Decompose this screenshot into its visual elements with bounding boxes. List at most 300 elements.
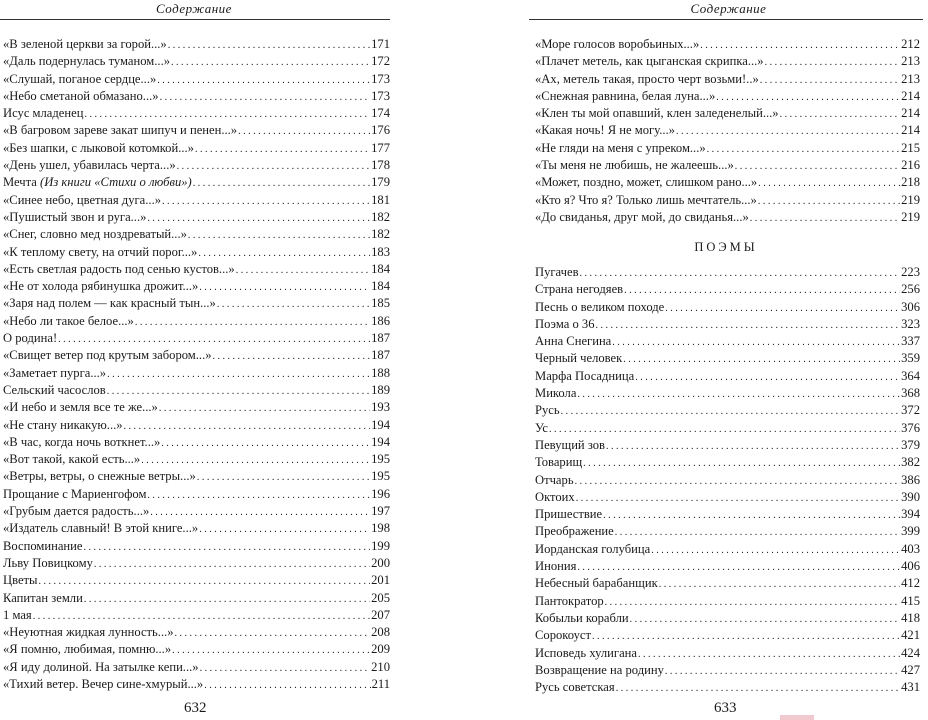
toc-entry-page: 399 — [901, 524, 920, 539]
toc-entry-title — [535, 368, 634, 385]
toc-entry-title — [535, 593, 604, 610]
toc-entry — [3, 36, 390, 53]
toc-entry-title-text: Пугачев — [535, 265, 579, 279]
toc-entry — [535, 281, 920, 298]
dot-leader — [160, 88, 371, 106]
toc-entry — [535, 472, 920, 489]
toc-entry-title — [3, 641, 171, 658]
toc-entry-title-text: Кобыльи корабли — [535, 610, 629, 625]
toc-entry-title — [535, 662, 664, 679]
toc-entry-title-text: «Есть светлая радость под сенью кустов...» — [3, 261, 235, 276]
toc-entry — [535, 192, 920, 209]
dot-leader — [188, 226, 370, 244]
toc-entry — [3, 676, 390, 693]
toc-entry-title-text: «Море голосов воробьиных...» — [535, 37, 700, 51]
toc-entry — [3, 192, 390, 209]
toc-entry-page: 215 — [901, 140, 920, 155]
toc-entry — [3, 641, 390, 658]
dot-leader — [157, 71, 370, 89]
dot-leader — [84, 105, 370, 123]
toc-entry-title-text: «В зеленой церкви за горой...» — [3, 37, 167, 51]
toc-entry-title — [535, 316, 595, 333]
toc-entry-title — [535, 299, 664, 316]
toc-entry-page: 359 — [901, 351, 920, 366]
toc-entry-title-text: Цветы — [3, 573, 38, 588]
toc-entry-page: 177 — [371, 140, 390, 155]
section-heading-poems: ПОЭМЫ — [694, 240, 758, 254]
toc-entry — [3, 382, 390, 399]
toc-entry-subtitle: (Из книги «Стихи о любви») — [40, 175, 192, 190]
toc-entry-page: 181 — [371, 192, 390, 207]
dot-leader — [624, 281, 900, 299]
toc-entry — [535, 71, 920, 88]
toc-entry-title — [3, 503, 149, 520]
toc-entry-title-text: «День ушел, убавилась черта...» — [3, 158, 176, 173]
toc-entry-title — [3, 451, 140, 468]
toc-entry-title-text: Инония — [535, 559, 577, 574]
toc-entry-page: 185 — [371, 296, 390, 311]
toc-entry-page: 182 — [371, 209, 390, 224]
toc-entry — [3, 486, 390, 503]
toc-entry-title — [535, 679, 615, 696]
dot-leader — [750, 209, 900, 227]
toc-entry-page: 376 — [901, 420, 920, 435]
toc-entry — [3, 417, 390, 434]
dot-leader — [84, 590, 370, 608]
toc-entry-title — [535, 174, 757, 191]
toc-entry — [535, 122, 920, 139]
toc-entry-page: 406 — [901, 559, 920, 574]
toc-entry-page: 214 — [901, 106, 920, 121]
toc-entry-title — [3, 244, 197, 261]
dot-leader — [592, 627, 900, 645]
toc-entry-title — [3, 174, 192, 191]
toc-entry-page: 394 — [901, 507, 920, 522]
toc-entry-title-text: Сельский часослов — [3, 382, 106, 397]
toc-entry — [3, 572, 390, 589]
toc-entry-title-text: Исповедь хулигана — [535, 645, 637, 660]
dot-leader — [638, 645, 900, 663]
toc-entry-title — [535, 541, 650, 558]
toc-entry-page: 421 — [901, 628, 920, 643]
toc-entry — [3, 209, 390, 226]
dot-leader — [159, 399, 370, 417]
toc-entry-title — [535, 192, 757, 209]
dot-leader — [659, 575, 900, 593]
toc-entry-page: 211 — [371, 676, 390, 691]
toc-entry-page: 178 — [371, 158, 390, 173]
dot-leader — [665, 299, 900, 317]
toc-entry — [3, 313, 390, 330]
toc-entry — [535, 506, 920, 523]
toc-entry-page: 200 — [371, 555, 390, 570]
toc-entry — [535, 575, 920, 592]
toc-entry-title — [3, 365, 106, 382]
toc-entry-page: 368 — [901, 386, 920, 401]
dot-leader — [603, 506, 900, 524]
toc-entry-page: 195 — [371, 452, 390, 467]
toc-entry-title-text: Возвращение на родину — [535, 662, 664, 677]
toc-entry-title — [3, 347, 212, 364]
dot-leader — [700, 36, 900, 54]
toc-entry-title — [535, 350, 622, 367]
toc-entry — [3, 538, 390, 555]
page-number-right: 633 — [714, 700, 737, 716]
toc-entry-page: 194 — [371, 417, 390, 432]
toc-entry-title — [535, 105, 779, 122]
dot-leader — [716, 88, 900, 106]
toc-entry-title — [3, 659, 199, 676]
toc-entry-page: 403 — [901, 541, 920, 556]
toc-entry-title — [3, 486, 146, 503]
toc-entry-title-text: «И небо и земля все те же...» — [3, 400, 158, 415]
toc-entry-title — [535, 122, 675, 139]
toc-entry — [3, 261, 390, 278]
toc-entry — [535, 454, 920, 471]
toc-entry — [535, 174, 920, 191]
dot-leader — [204, 676, 370, 694]
toc-entry — [3, 244, 390, 261]
toc-entry-title — [3, 192, 161, 209]
toc-entry-page: 174 — [371, 106, 390, 121]
toc-entry-title-text: «Неуютная жидкая лунность...» — [3, 625, 174, 640]
toc-entry-title — [535, 71, 759, 88]
toc-entry-page: 197 — [371, 504, 390, 519]
toc-entry — [3, 468, 390, 485]
toc-list-poems — [535, 264, 920, 696]
toc-entry-title-text: «Небо ли такое белое...» — [3, 313, 134, 328]
toc-entry-title — [3, 261, 235, 278]
dot-leader — [583, 454, 900, 472]
toc-entry-title — [535, 506, 602, 523]
toc-entry — [535, 610, 920, 627]
toc-entry — [3, 278, 390, 295]
toc-entry-page: 306 — [901, 299, 920, 314]
toc-entry-title — [535, 420, 548, 437]
toc-entry-page: 193 — [371, 400, 390, 415]
toc-entry-page: 412 — [901, 576, 920, 591]
dot-leader — [217, 295, 370, 313]
toc-entry-title — [535, 489, 575, 506]
toc-entry-page: 189 — [371, 382, 390, 397]
toc-entry-title — [3, 105, 83, 122]
toc-entry-title-text: «Ты меня не любишь, не жалеешь...» — [535, 158, 734, 173]
toc-entry — [3, 590, 390, 607]
toc-entry-title-text: Анна Снегина — [535, 334, 612, 349]
toc-entry-title — [535, 157, 734, 174]
toc-entry-title-text: «Не от холода рябинушка дрожит...» — [3, 279, 199, 294]
toc-entry — [3, 226, 390, 243]
toc-entry — [535, 662, 920, 679]
toc-entry-page: 173 — [371, 71, 390, 86]
toc-entry-title-text: «Кто я? Что я? Только лишь мечтатель...» — [535, 192, 757, 207]
toc-entry — [535, 105, 920, 122]
toc-entry-page: 205 — [371, 590, 390, 605]
toc-entry-page: 386 — [901, 472, 920, 487]
toc-list-left — [3, 36, 390, 693]
toc-entry — [535, 36, 920, 53]
toc-entry-title-text: Мечта — [3, 175, 37, 190]
toc-entry — [3, 451, 390, 468]
toc-entry-page: 208 — [371, 625, 390, 640]
toc-entry-title — [3, 399, 158, 416]
toc-entry-title-text: «Снежная равнина, белая луна...» — [535, 88, 716, 103]
toc-entry-title-text: «Заметает пурга...» — [3, 365, 107, 380]
toc-entry-page: 195 — [371, 469, 390, 484]
dot-leader — [765, 53, 901, 71]
toc-entry — [3, 555, 390, 572]
dot-leader — [195, 140, 370, 158]
dot-leader — [605, 593, 900, 611]
header-rule-left — [0, 19, 390, 20]
toc-entry-title-text: «Синее небо, цветная дуга...» — [3, 192, 162, 207]
toc-entry-title — [535, 385, 576, 402]
toc-entry — [3, 624, 390, 641]
toc-entry-title-text: «Пушистый звон и руга...» — [3, 209, 147, 224]
toc-entry-page: 199 — [371, 538, 390, 553]
toc-entry — [3, 122, 390, 139]
toc-entry-title-text: «Без шапки, с лыковой котомкой...» — [3, 140, 194, 155]
pink-mark — [780, 715, 814, 720]
running-head-left: Содержание — [156, 1, 232, 16]
toc-entry-title — [535, 53, 764, 70]
toc-entry-title — [3, 590, 83, 607]
toc-entry-title — [3, 676, 203, 693]
toc-entry-page: 194 — [371, 434, 390, 449]
toc-entry-title — [3, 313, 134, 330]
toc-entry-title-text: «Заря над полем — как красный тын...» — [3, 296, 216, 311]
toc-entry-title-text: «Плачет метель, как цыганская скрипка...» — [535, 54, 764, 69]
toc-entry-title-text: Воспоминание — [3, 538, 83, 553]
toc-entry-title — [3, 417, 123, 434]
page-number-left: 632 — [184, 700, 207, 716]
dot-leader — [651, 541, 900, 559]
toc-entry-page: 223 — [901, 265, 920, 279]
toc-entry-title-text: Микола — [535, 386, 577, 401]
toc-entry — [535, 140, 920, 157]
toc-entry — [535, 558, 920, 575]
toc-entry-page: 424 — [901, 645, 920, 660]
toc-entry-page: 364 — [901, 368, 920, 383]
dot-leader — [577, 558, 900, 576]
toc-entry-title — [535, 575, 658, 592]
toc-entry-title-text: «Издатель славный! В этой книге...» — [3, 521, 199, 536]
toc-entry — [535, 157, 920, 174]
toc-entry-page: 427 — [901, 662, 920, 677]
toc-entry-title — [535, 472, 574, 489]
toc-entry-title-text: Русь советская — [535, 680, 615, 695]
dot-leader — [197, 468, 370, 486]
left-page — [0, 0, 400, 720]
toc-entry-title-text: Капитан земли — [3, 590, 83, 605]
toc-entry-title — [3, 538, 83, 555]
toc-entry-title — [3, 36, 167, 53]
toc-entry — [535, 541, 920, 558]
toc-entry-title-text: «Свищет ветер под крутым забором...» — [3, 348, 212, 363]
toc-entry — [535, 402, 920, 419]
dot-leader — [616, 679, 900, 697]
toc-entry — [3, 295, 390, 312]
toc-entry-title-text: Пришествие — [535, 507, 603, 522]
dot-leader — [760, 71, 900, 89]
toc-entry-page: 218 — [901, 175, 920, 190]
dot-leader — [172, 641, 370, 659]
toc-entry-title — [535, 36, 699, 53]
toc-entry-title — [535, 88, 715, 105]
dot-leader — [580, 264, 901, 282]
toc-entry-title — [535, 281, 623, 298]
toc-entry — [535, 420, 920, 437]
toc-entry-page: 187 — [371, 331, 390, 346]
dot-leader — [236, 261, 370, 279]
toc-entry-page: 213 — [901, 54, 920, 69]
toc-entry-page: 183 — [371, 244, 390, 259]
toc-entry — [3, 347, 390, 364]
toc-entry-title — [3, 624, 174, 641]
toc-entry-page: 171 — [371, 37, 390, 51]
toc-entry-title — [535, 437, 605, 454]
toc-entry-title — [535, 454, 582, 471]
toc-entry — [535, 299, 920, 316]
toc-entry-title — [535, 610, 629, 627]
dot-leader — [58, 330, 370, 348]
toc-entry-page: 209 — [371, 642, 390, 657]
toc-entry-title-text: «Я иду долиной. На затылке кепи...» — [3, 659, 199, 674]
toc-entry-title-text: Русь — [535, 403, 560, 418]
dot-leader — [193, 174, 370, 192]
toc-entry-title — [3, 607, 32, 624]
dot-leader — [147, 486, 370, 504]
toc-entry-title — [3, 226, 187, 243]
toc-entry-title — [3, 88, 159, 105]
toc-entry-page: 337 — [901, 334, 920, 349]
toc-entry-page: 212 — [901, 37, 920, 51]
toc-entry — [535, 593, 920, 610]
toc-entry-page: 176 — [371, 123, 390, 138]
toc-entry-title-text: «Не стану никакую...» — [3, 417, 123, 432]
toc-entry — [3, 365, 390, 382]
dot-leader — [238, 122, 370, 140]
toc-list-right — [535, 36, 920, 226]
toc-entry-title-text: Небесный барабанщик — [535, 576, 658, 591]
toc-entry-page: 198 — [371, 521, 390, 536]
toc-entry-title-text: «В час, когда ночь воткнет...» — [3, 434, 161, 449]
header-rule-right — [529, 19, 923, 20]
toc-entry-title-text: Страна негодяев — [535, 282, 624, 297]
dot-leader — [171, 53, 370, 71]
toc-entry-title — [3, 434, 160, 451]
toc-entry-page: 196 — [371, 486, 390, 501]
toc-entry-title-text: Сорокоуст — [535, 628, 591, 643]
toc-entry-title — [535, 645, 637, 662]
toc-entry-title — [3, 71, 156, 88]
toc-entry — [3, 71, 390, 88]
toc-entry — [3, 503, 390, 520]
toc-entry-title-text: Октоих — [535, 489, 575, 504]
toc-entry-title-text: Прощание с Мариенгофом — [3, 486, 147, 501]
toc-entry-page: 187 — [371, 348, 390, 363]
toc-entry-title-text: «До свиданья, друг мой, до свиданья...» — [535, 209, 749, 224]
toc-entry-title — [3, 209, 146, 226]
dot-leader — [735, 157, 900, 175]
dot-leader — [758, 192, 900, 210]
toc-entry-title-text: «Может, поздно, может, слишком рано...» — [535, 175, 758, 190]
toc-entry-title-text: Преображение — [535, 524, 614, 539]
toc-entry-title-text: «В багровом зареве закат шипуч и пенен...» — [3, 123, 238, 138]
dot-leader — [665, 662, 900, 680]
toc-entry-page: 214 — [901, 88, 920, 103]
dot-leader — [200, 659, 371, 677]
toc-entry — [3, 88, 390, 105]
toc-entry-title-text: «Ах, метель такая, просто черт возьми!..» — [535, 71, 759, 86]
toc-entry-page: 173 — [371, 88, 390, 103]
toc-entry-page: 201 — [371, 573, 390, 588]
toc-entry-page: 213 — [901, 71, 920, 86]
dot-leader — [135, 313, 370, 331]
dot-leader — [606, 437, 900, 455]
toc-entry-page: 186 — [371, 313, 390, 328]
toc-entry-page: 323 — [901, 316, 920, 331]
toc-entry-title — [3, 382, 106, 399]
toc-entry-title — [3, 572, 38, 589]
toc-entry-title-text: «Я помню, любимая, помню...» — [3, 642, 172, 657]
dot-leader — [199, 278, 370, 296]
dot-leader — [213, 347, 371, 365]
toc-entry-title-text: Исус младенец — [3, 106, 84, 121]
dot-leader — [94, 555, 370, 573]
dot-leader — [107, 365, 370, 383]
toc-entry-title-text: Поэма о 36 — [535, 316, 595, 331]
dot-leader — [676, 122, 900, 140]
toc-entry — [535, 489, 920, 506]
toc-entry — [3, 520, 390, 537]
toc-entry — [535, 350, 920, 367]
toc-entry — [3, 607, 390, 624]
toc-entry-title — [535, 333, 611, 350]
dot-leader — [612, 333, 900, 351]
toc-entry-title — [3, 157, 176, 174]
dot-leader — [84, 538, 371, 556]
toc-entry-title-text: «Какая ночь! Я не могу...» — [535, 123, 675, 138]
toc-entry-title-text: «Вот такой, какой есть...» — [3, 452, 141, 467]
toc-entry-title-text: Певущий зов — [535, 437, 605, 452]
toc-entry — [3, 399, 390, 416]
toc-entry-title-text: «Слушай, поганое сердце...» — [3, 71, 157, 86]
dot-leader — [147, 209, 370, 227]
toc-entry-page: 214 — [901, 123, 920, 138]
toc-entry-title-text: «Не гляди на меня с упреком...» — [535, 140, 706, 155]
toc-entry-title — [3, 295, 216, 312]
dot-leader — [561, 402, 900, 420]
toc-entry-page: 379 — [901, 437, 920, 452]
toc-entry — [535, 316, 920, 333]
toc-entry-title-text: «Грубым дается радость...» — [3, 504, 150, 519]
toc-entry-page: 431 — [901, 680, 920, 695]
toc-entry — [535, 333, 920, 350]
toc-entry-page: 216 — [901, 158, 920, 173]
toc-entry — [3, 157, 390, 174]
toc-entry-title-text: Иорданская голубица — [535, 541, 651, 556]
toc-entry-title-text: «Тихий ветер. Вечер сине-хмурый...» — [3, 676, 204, 691]
toc-entry-title — [535, 402, 560, 419]
toc-entry-page: 182 — [371, 227, 390, 242]
dot-leader — [707, 140, 900, 158]
toc-entry-title-text: Пантократор — [535, 593, 604, 608]
toc-entry-title-text: «Снег, словно мед ноздреватый...» — [3, 227, 187, 242]
dot-leader — [161, 434, 370, 452]
right-page — [529, 0, 928, 720]
toc-entry-page: 207 — [371, 607, 390, 622]
